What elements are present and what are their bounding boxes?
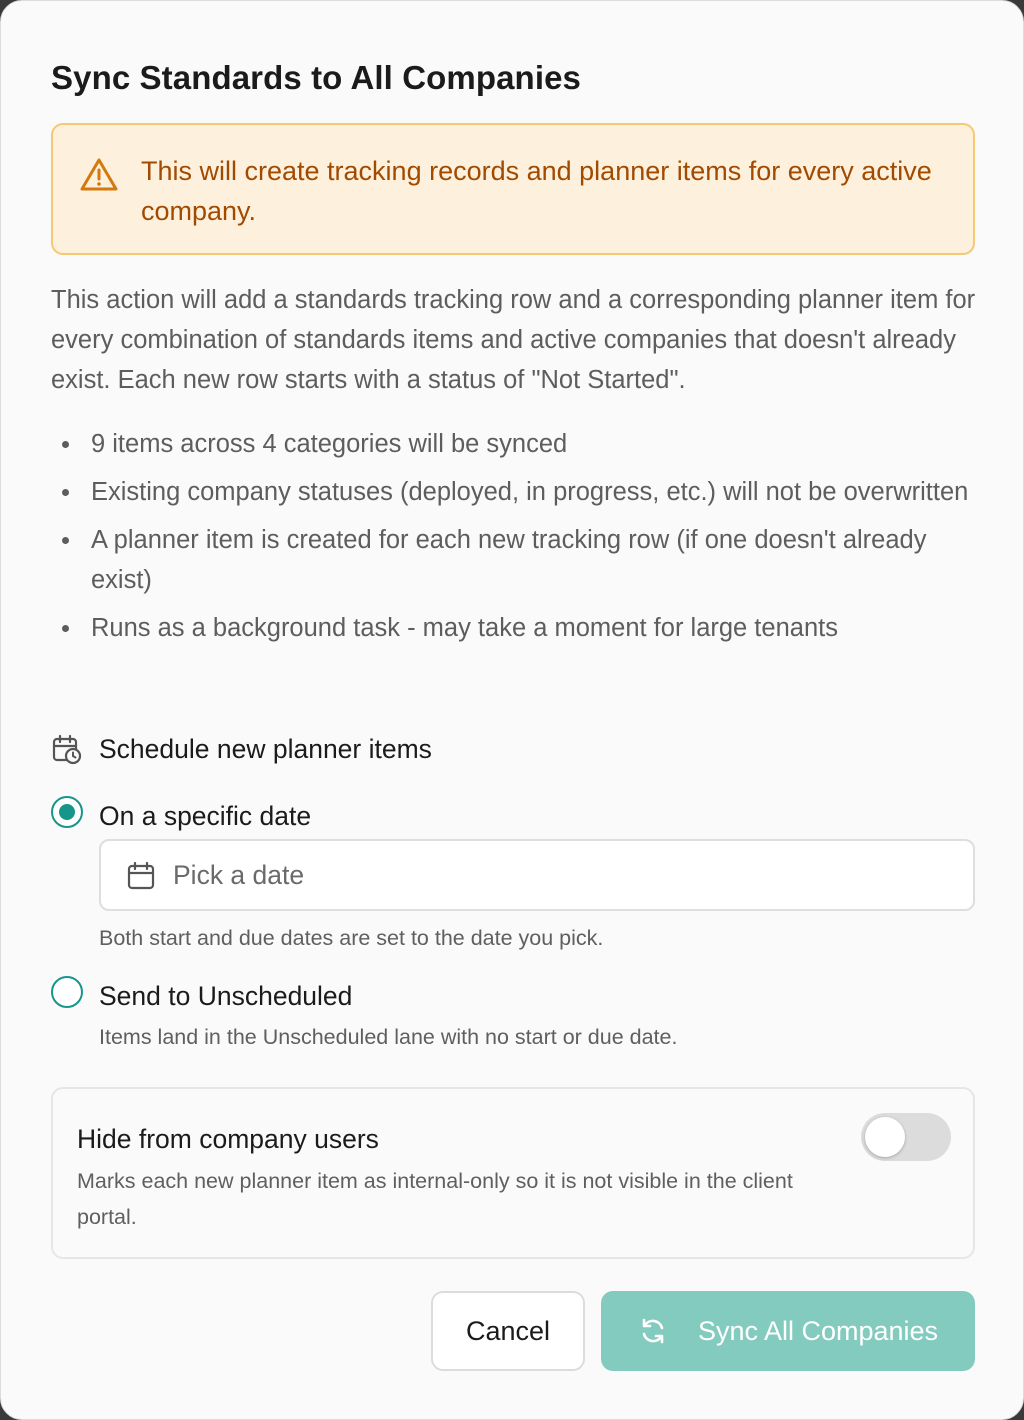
- hide-from-users-description: Marks each new planner item as internal-only so it is not visible in the client portal.: [77, 1169, 793, 1229]
- description-text: This action will add a standards tracking row and a corresponding planner item for every combination of standards items and active companies that doesn't already exist. Each new row starts with a status of "Not Started".: [51, 286, 976, 394]
- list-item: A planner item is created for each new tracking row (if one doesn't already exist): [51, 520, 981, 600]
- specific-date-hint: Both start and due dates are set to the date you pick.: [99, 926, 604, 950]
- unscheduled-hint: Items land in the Unscheduled lane with no start or due date.: [99, 1025, 678, 1049]
- sync-button-label: Sync All Companies: [697, 1315, 939, 1346]
- date-picker-input[interactable]: [99, 839, 975, 911]
- list-item: Runs as a background task - may take a moment for large tenants: [51, 608, 981, 648]
- specific-date-radio[interactable]: [51, 796, 83, 828]
- list-item: Existing company statuses (deployed, in progress, etc.) will not be overwritten: [51, 472, 981, 512]
- hide-from-users-card: [51, 1087, 975, 1259]
- warning-banner: [51, 123, 975, 255]
- warning-text: This will create tracking records and planner items for every active company.: [141, 156, 932, 226]
- specific-date-label[interactable]: On a specific date: [99, 801, 312, 831]
- unscheduled-label[interactable]: Send to Unscheduled: [99, 981, 353, 1011]
- hide-from-users-toggle[interactable]: [861, 1113, 951, 1161]
- sync-all-companies-button[interactable]: [601, 1291, 975, 1371]
- schedule-heading-label: Schedule new planner items: [99, 734, 432, 764]
- dialog-title: Sync Standards to All Companies: [51, 59, 581, 96]
- refresh-icon: [638, 1316, 668, 1346]
- unscheduled-radio[interactable]: [51, 976, 83, 1008]
- sync-details-list: [51, 424, 981, 656]
- list-item: 9 items across 4 categories will be synced: [51, 424, 981, 464]
- warning-triangle-icon: [79, 155, 119, 195]
- calendar-icon: [125, 860, 157, 892]
- date-placeholder: Pick a date: [173, 860, 305, 890]
- toggle-knob: [865, 1117, 905, 1157]
- calendar-clock-icon: [51, 733, 83, 765]
- cancel-button[interactable]: Cancel: [431, 1291, 585, 1371]
- hide-from-users-title: Hide from company users: [77, 1124, 379, 1154]
